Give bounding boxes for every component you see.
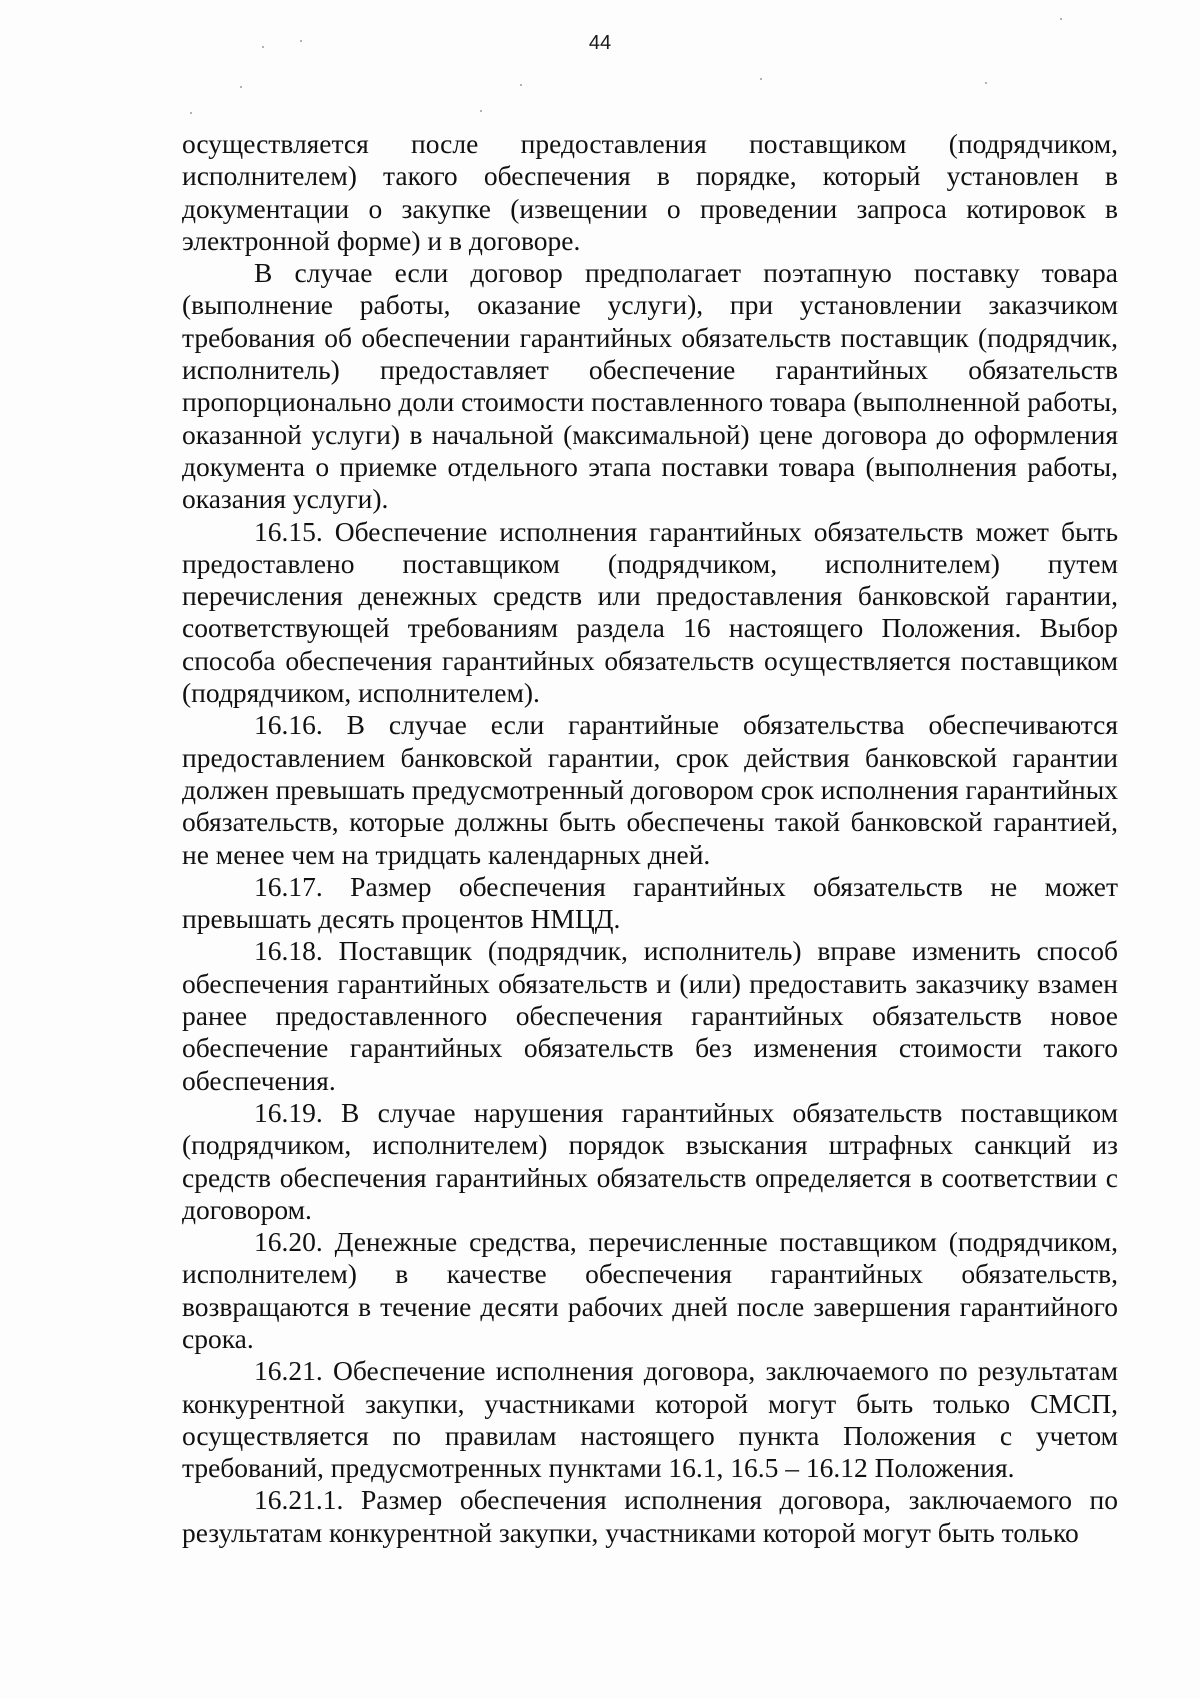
page-number: 44 [588, 32, 612, 54]
scan-speck [760, 78, 762, 80]
paragraph: осуществляется после предоставления поставщиком (подрядчиком, исполнителем) такого обеспечения в порядке, который установлен в документации о закупке (извещении о проведении запроса котировок в электронной форме) и в договоре. [182, 128, 1118, 256]
scan-speck [1060, 18, 1062, 20]
paragraph-16-21: 16.21. Обеспечение исполнения договора, заключаемого по результатам конкурентной закупки, участниками которой могут быть только СМСП, осуществляется по правилам настоящего пункта Положения с учетом требований, предусмотренных пунктами 16.1, 16.5 – 16.12 Положения. [182, 1355, 1118, 1484]
scan-speck [240, 86, 242, 88]
document-body [182, 128, 1118, 1549]
paragraph-16-20: 16.20. Денежные средства, перечисленные поставщиком (подрядчиком, исполнителем) в качестве обеспечения гарантийных обязательств, возвращаются в течение десяти рабочих дней после завершения гарантийного срока. [182, 1226, 1118, 1354]
paragraph: В случае если договор предполагает поэтапную поставку товара (выполнение работы, оказание услуги), при установлении заказчиком требования об обеспечении гарантийных обязательств поставщик (подрядчик, исполнитель) предоставляет обеспечение гарантийных обязательств пропорционально доли стоимости поставленного товара (выполненной работы, оказанной услуги) в начальной (максимальной) цене договора до оформления документа о приемке отдельного этапа поставки товара (выполнения работы, оказания услуги). [182, 257, 1118, 515]
paragraph-16-17: 16.17. Размер обеспечения гарантийных обязательств не может превышать десять процентов НМЦД. [182, 870, 1118, 935]
scan-speck [190, 112, 192, 114]
paragraph-16-19: 16.19. В случае нарушения гарантийных обязательств поставщиком (подрядчиком, исполнителем) порядок взыскания штрафных санкций из средств обеспечения гарантийных обязательств определяется в соответствии с договором. [182, 1096, 1118, 1225]
scan-speck [985, 82, 987, 84]
paragraph-16-15: 16.15. Обеспечение исполнения гарантийных обязательств может быть предоставлено поставщиком (подрядчиком, исполнителем) путем перечисления денежных средств или предоставления банковской гарантии, соответствующей требованиям раздела 16 настоящего Положения. Выбор способа обеспечения гарантийных обязательств осуществляется поставщиком (подрядчиком, исполнителем). [182, 515, 1118, 709]
paragraph-16-21-1: 16.21.1. Размер обеспечения исполнения договора, заключаемого по результатам конкурентной закупки, участниками которой могут быть только [182, 1484, 1118, 1548]
paragraph-16-16: 16.16. В случае если гарантийные обязательства обеспечиваются предоставлением банковской гарантии, срок действия банковской гарантии должен превышать предусмотренный договором срок исполнения гарантийных обязательств, которые должны быть обеспечены такой банковской гарантией, не менее чем на тридцать календарных дней. [182, 709, 1118, 870]
scan-speck [520, 84, 522, 86]
scan-speck [480, 110, 482, 112]
paragraph-16-18: 16.18. Поставщик (подрядчик, исполнитель) вправе изменить способ обеспечения гарантийных обязательств и (или) предоставить заказчику взамен ранее предоставленного обеспечения гарантийных обязательств новое обеспечение гарантийных обязательств без изменения стоимости такого обеспечения. [182, 935, 1118, 1096]
